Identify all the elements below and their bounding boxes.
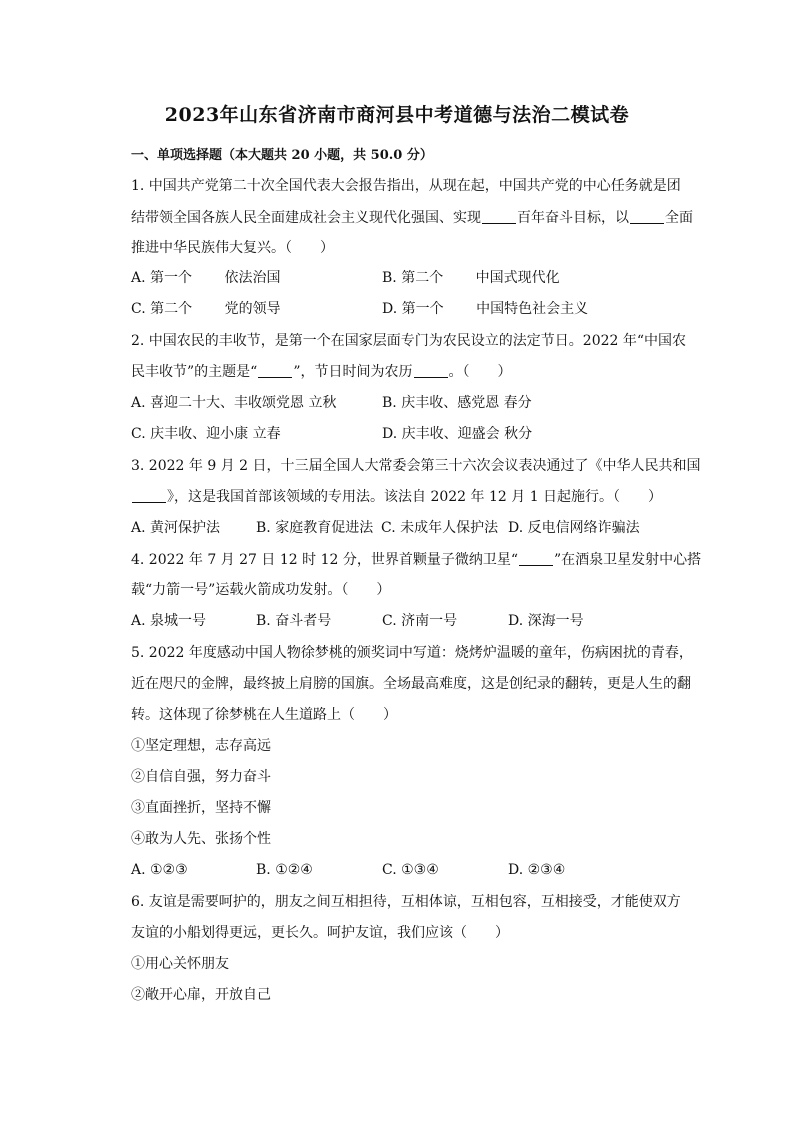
q5-line-1: 5. 2022 年度感动中国人物徐梦桃的颁奖词中写道：烧烤炉温暖的童年，伤病困扰的青春，: [131, 645, 693, 661]
q5-option-d: D. ②③④: [508, 862, 566, 878]
q1-option-b: B. 第二个 中国式现代化: [382, 270, 560, 286]
answer-blank: [482, 209, 516, 224]
q1-line-2: [131, 208, 693, 228]
q2-line-2-a: 民丰收节”的主题是“: [131, 364, 258, 380]
q5-option-a: A. ①②③: [131, 862, 188, 878]
q4-option-c: C. 济南一号: [382, 613, 458, 629]
q3-line-2: [131, 487, 662, 507]
q3-option-d: D. 反电信网络诈骗法: [508, 520, 640, 536]
q6-statement-1: ①用心关怀朋友: [131, 956, 229, 972]
q1-line-2-a: 结带领全国各族人民全面建成社会主义现代化强国、实现: [131, 210, 481, 226]
q1-option-a: A. 第一个 依法治国: [131, 270, 281, 286]
answer-blank: [519, 551, 553, 566]
answer-blank: [630, 209, 664, 224]
q4-option-d: D. 深海一号: [508, 613, 584, 629]
q5-statement-3: ③直面挫折，坚持不懈: [131, 800, 271, 816]
q4-option-a: A. 泉城一号: [131, 613, 207, 629]
q1-option-c: C. 第二个 党的领导: [131, 301, 281, 317]
q2-line-1: 2. 中国农民的丰收节，是第一个在国家层面专门为农民设立的法定节日。2022 年“中国农: [131, 333, 687, 349]
q2-option-a: A. 喜迎二十大、丰收颂党恩 立秋: [131, 395, 337, 411]
q5-statement-4: ④敢为人先、张扬个性: [131, 831, 271, 847]
q3-option-b: B. 家庭教育促进法: [256, 520, 374, 536]
answer-blank: [258, 363, 292, 378]
q2-line-2-b: ”，节日时间为农历: [293, 364, 413, 380]
q3-option-c: C. 未成年人保护法: [381, 520, 499, 536]
answer-blank: [132, 488, 166, 503]
q2-option-c: C. 庆丰收、迎小康 立春: [131, 426, 281, 442]
q3-line-1: 3. 2022 年 9 月 2 日，十三届全国人大常委会第三十六次会议表决通过了《中华人民共和国: [131, 458, 701, 474]
q5-line-2: 近在咫尺的金牌，最终披上肩膀的国旗。全场最高难度，这是创纪录的翻转，更是人生的翻: [131, 676, 691, 692]
answer-blank: [414, 363, 448, 378]
section-heading: 一、单项选择题（本大题共 20 小题，共 50.0 分）: [131, 148, 433, 163]
q4-line-1-b: ”在酒泉卫星发射中心搭: [554, 552, 702, 568]
q2-line-2-c: 。（ ）: [448, 364, 512, 380]
q4-line-1: [131, 550, 701, 570]
q1-line-2-b: 百年奋斗目标，以: [517, 210, 629, 226]
q5-statement-2: ②自信自强，努力奋斗: [131, 769, 271, 785]
page-title: 2023年山东省济南市商河县中考道德与法治二模试卷: [164, 104, 630, 126]
q2-option-b: B. 庆丰收、感党恩 春分: [382, 395, 532, 411]
q1-option-d: D. 第一个 中国特色社会主义: [382, 301, 589, 317]
q5-option-b: B. ①②④: [256, 862, 313, 878]
q5-option-c: C. ①③④: [382, 862, 439, 878]
q6-line-1: 6. 友谊是需要呵护的，朋友之间互相担待，互相体谅，互相包容，互相接受，才能使双方: [131, 894, 681, 910]
q3-line-2-b: 》，这是我国首部该领域的专用法。该法自 2022 年 12 月 1 日起施行。（ ）: [167, 489, 663, 505]
q2-option-d: D. 庆丰收、迎盛会 秋分: [382, 426, 533, 442]
q6-line-2: 友谊的小船划得更远，更长久。呵护友谊，我们应该（ ）: [131, 925, 509, 941]
q4-option-b: B. 奋斗者号: [256, 613, 332, 629]
q4-line-1-a: 4. 2022 年 7 月 27 日 12 时 12 分，世界首颗量子微纳卫星“: [131, 552, 518, 568]
q1-line-1: 1. 中国共产党第二十次全国代表大会报告指出，从现在起，中国共产党的中心任务就是团: [131, 178, 681, 194]
q3-option-a: A. 黄河保护法: [131, 520, 221, 536]
q5-line-3: 转。这体现了徐梦桃在人生道路上（ ）: [131, 707, 397, 723]
q5-statement-1: ①坚定理想，志存高远: [131, 738, 271, 754]
q2-line-2: [131, 362, 512, 382]
q4-line-2: 载“力箭一号”运载火箭成功发射。（ ）: [131, 582, 391, 598]
q1-line-3: 推进中华民族伟大复兴。（ ）: [131, 240, 334, 256]
q6-statement-2: ②敞开心扉，开放自己: [131, 987, 271, 1003]
q1-line-2-c: 全面: [665, 210, 693, 226]
